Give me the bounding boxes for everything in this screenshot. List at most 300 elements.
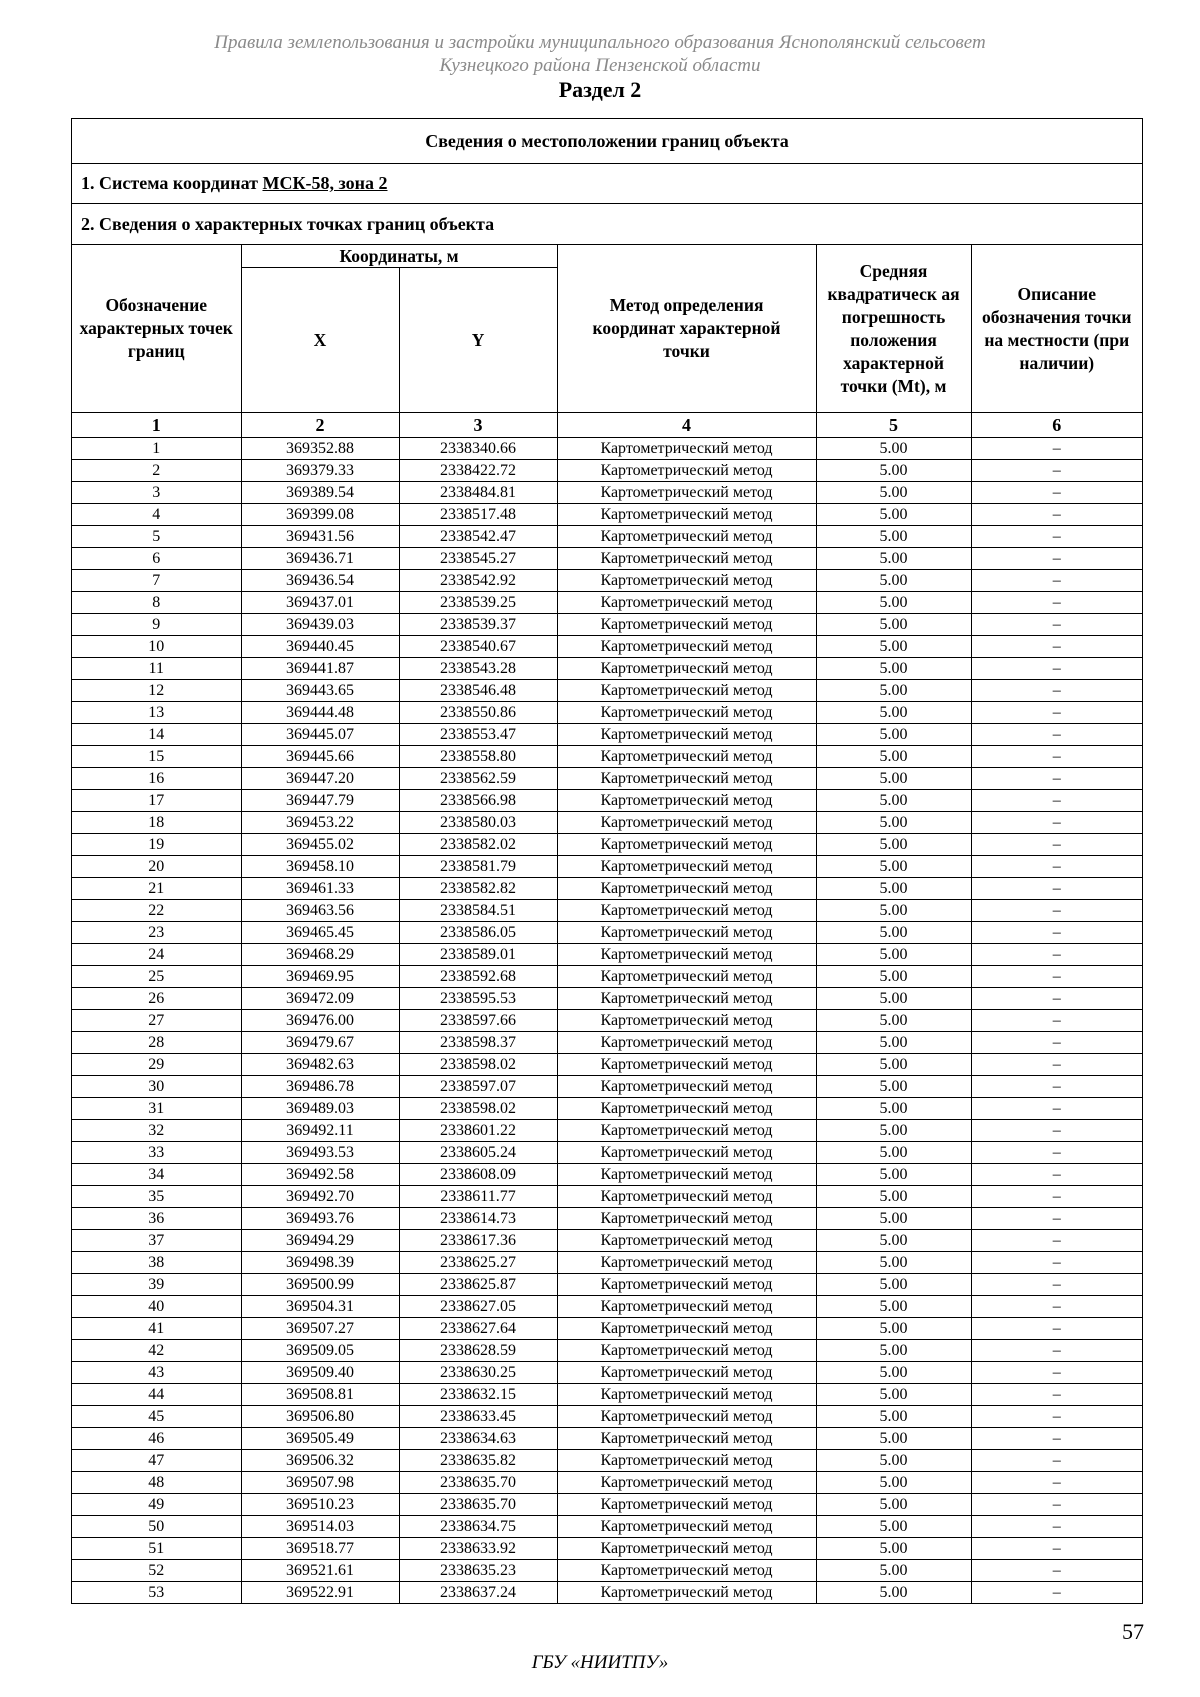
method-cell: Картометрический метод bbox=[557, 1054, 816, 1076]
method-cell: Картометрический метод bbox=[557, 1296, 816, 1318]
column-number: 1 bbox=[72, 413, 241, 438]
error-cell: 5.00 bbox=[816, 504, 971, 526]
method-cell: Картометрический метод bbox=[557, 526, 816, 548]
description-cell: – bbox=[971, 1274, 1142, 1296]
x-coordinate-cell: 369509.05 bbox=[241, 1340, 399, 1362]
y-coordinate-cell: 2338597.66 bbox=[399, 1010, 557, 1032]
point-id-cell: 43 bbox=[72, 1362, 241, 1384]
y-coordinate-cell: 2338580.03 bbox=[399, 812, 557, 834]
error-cell: 5.00 bbox=[816, 592, 971, 614]
table-row bbox=[72, 482, 1142, 504]
table-row bbox=[72, 1560, 1142, 1582]
x-coordinate-cell: 369493.76 bbox=[241, 1208, 399, 1230]
table-row bbox=[72, 878, 1142, 900]
description-cell: – bbox=[971, 1450, 1142, 1472]
table-row bbox=[72, 702, 1142, 724]
point-id-cell: 2 bbox=[72, 460, 241, 482]
point-id-cell: 31 bbox=[72, 1098, 241, 1120]
x-coordinate-cell: 369506.80 bbox=[241, 1406, 399, 1428]
point-id-cell: 12 bbox=[72, 680, 241, 702]
point-id-cell: 35 bbox=[72, 1186, 241, 1208]
description-cell: – bbox=[971, 1142, 1142, 1164]
x-coordinate-cell: 369494.29 bbox=[241, 1230, 399, 1252]
point-id-cell: 6 bbox=[72, 548, 241, 570]
error-cell: 5.00 bbox=[816, 944, 971, 966]
y-coordinate-cell: 2338614.73 bbox=[399, 1208, 557, 1230]
y-coordinate-cell: 2338553.47 bbox=[399, 724, 557, 746]
point-id-cell: 1 bbox=[72, 438, 241, 460]
method-cell: Картометрический метод bbox=[557, 1032, 816, 1054]
y-coordinate-cell: 2338582.82 bbox=[399, 878, 557, 900]
y-coordinate-cell: 2338340.66 bbox=[399, 438, 557, 460]
x-coordinate-cell: 369493.53 bbox=[241, 1142, 399, 1164]
y-coordinate-cell: 2338546.48 bbox=[399, 680, 557, 702]
description-cell: – bbox=[971, 1428, 1142, 1450]
error-cell: 5.00 bbox=[816, 834, 971, 856]
error-cell: 5.00 bbox=[816, 526, 971, 548]
description-cell: – bbox=[971, 944, 1142, 966]
error-cell: 5.00 bbox=[816, 680, 971, 702]
x-coordinate-cell: 369479.67 bbox=[241, 1032, 399, 1054]
header-y: Y bbox=[399, 268, 557, 413]
description-cell: – bbox=[971, 1560, 1142, 1582]
x-coordinate-cell: 369445.07 bbox=[241, 724, 399, 746]
description-cell: – bbox=[971, 1120, 1142, 1142]
description-cell: – bbox=[971, 1032, 1142, 1054]
method-cell: Картометрический метод bbox=[557, 460, 816, 482]
description-cell: – bbox=[971, 724, 1142, 746]
point-id-cell: 27 bbox=[72, 1010, 241, 1032]
y-coordinate-cell: 2338539.25 bbox=[399, 592, 557, 614]
table-row bbox=[72, 1252, 1142, 1274]
points-section-row bbox=[72, 204, 1142, 245]
x-coordinate-cell: 369476.00 bbox=[241, 1010, 399, 1032]
y-coordinate-cell: 2338630.25 bbox=[399, 1362, 557, 1384]
y-coordinate-cell: 2338542.92 bbox=[399, 570, 557, 592]
table-row bbox=[72, 988, 1142, 1010]
y-coordinate-cell: 2338628.59 bbox=[399, 1340, 557, 1362]
y-coordinate-cell: 2338566.98 bbox=[399, 790, 557, 812]
x-coordinate-cell: 369445.66 bbox=[241, 746, 399, 768]
description-cell: – bbox=[971, 1208, 1142, 1230]
header-description: Описание обозначения точки на местности (при наличии) bbox=[971, 245, 1142, 413]
error-cell: 5.00 bbox=[816, 1010, 971, 1032]
description-cell: – bbox=[971, 856, 1142, 878]
error-cell: 5.00 bbox=[816, 1296, 971, 1318]
description-cell: – bbox=[971, 834, 1142, 856]
y-coordinate-cell: 2338635.82 bbox=[399, 1450, 557, 1472]
header-error bbox=[816, 245, 971, 413]
description-cell: – bbox=[971, 1538, 1142, 1560]
description-cell: – bbox=[971, 592, 1142, 614]
error-cell: 5.00 bbox=[816, 1450, 971, 1472]
description-cell: – bbox=[971, 812, 1142, 834]
table-row bbox=[72, 570, 1142, 592]
point-id-cell: 17 bbox=[72, 790, 241, 812]
point-id-cell: 53 bbox=[72, 1582, 241, 1604]
method-cell: Картометрический метод bbox=[557, 900, 816, 922]
y-coordinate-cell: 2338605.24 bbox=[399, 1142, 557, 1164]
y-coordinate-cell: 2338550.86 bbox=[399, 702, 557, 724]
y-coordinate-cell: 2338558.80 bbox=[399, 746, 557, 768]
header-coordinates: Координаты, м bbox=[241, 245, 557, 268]
method-cell: Картометрический метод bbox=[557, 1274, 816, 1296]
table-row bbox=[72, 1318, 1142, 1340]
point-id-cell: 11 bbox=[72, 658, 241, 680]
method-cell: Картометрический метод bbox=[557, 1098, 816, 1120]
table-row bbox=[72, 1428, 1142, 1450]
y-coordinate-cell: 2338634.75 bbox=[399, 1516, 557, 1538]
y-coordinate-cell: 2338589.01 bbox=[399, 944, 557, 966]
description-cell: – bbox=[971, 1340, 1142, 1362]
x-coordinate-cell: 369389.54 bbox=[241, 482, 399, 504]
table-row bbox=[72, 636, 1142, 658]
table-row bbox=[72, 1494, 1142, 1516]
table-row bbox=[72, 1274, 1142, 1296]
description-cell: – bbox=[971, 1296, 1142, 1318]
point-id-cell: 48 bbox=[72, 1472, 241, 1494]
column-numbers-row bbox=[72, 413, 1142, 438]
error-cell: 5.00 bbox=[816, 460, 971, 482]
description-cell: – bbox=[971, 1406, 1142, 1428]
point-id-cell: 49 bbox=[72, 1494, 241, 1516]
x-coordinate-cell: 369379.33 bbox=[241, 460, 399, 482]
table-row bbox=[72, 768, 1142, 790]
x-coordinate-cell: 369500.99 bbox=[241, 1274, 399, 1296]
error-cell: 5.00 bbox=[816, 812, 971, 834]
method-cell: Картометрический метод bbox=[557, 702, 816, 724]
x-coordinate-cell: 369444.48 bbox=[241, 702, 399, 724]
error-cell: 5.00 bbox=[816, 966, 971, 988]
description-cell: – bbox=[971, 922, 1142, 944]
table-row bbox=[72, 1450, 1142, 1472]
header-row bbox=[72, 245, 1142, 268]
point-id-cell: 26 bbox=[72, 988, 241, 1010]
description-cell: – bbox=[971, 548, 1142, 570]
x-coordinate-cell: 369453.22 bbox=[241, 812, 399, 834]
method-cell: Картометрический метод bbox=[557, 680, 816, 702]
method-cell: Картометрический метод bbox=[557, 1142, 816, 1164]
table-row bbox=[72, 592, 1142, 614]
method-cell: Картометрический метод bbox=[557, 482, 816, 504]
y-coordinate-cell: 2338598.37 bbox=[399, 1032, 557, 1054]
point-id-cell: 32 bbox=[72, 1120, 241, 1142]
running-header-line2: Кузнецкого района Пензенской области bbox=[439, 55, 761, 76]
description-cell: – bbox=[971, 1054, 1142, 1076]
table-row bbox=[72, 1208, 1142, 1230]
y-coordinate-cell: 2338562.59 bbox=[399, 768, 557, 790]
method-cell: Картометрический метод bbox=[557, 790, 816, 812]
description-cell: – bbox=[971, 790, 1142, 812]
table-row bbox=[72, 746, 1142, 768]
method-cell: Картометрический метод bbox=[557, 570, 816, 592]
point-id-cell: 13 bbox=[72, 702, 241, 724]
table-row bbox=[72, 1076, 1142, 1098]
column-number: 5 bbox=[816, 413, 971, 438]
error-cell: 5.00 bbox=[816, 1494, 971, 1516]
x-coordinate-cell: 369443.65 bbox=[241, 680, 399, 702]
y-coordinate-cell: 2338633.45 bbox=[399, 1406, 557, 1428]
x-coordinate-cell: 369447.79 bbox=[241, 790, 399, 812]
y-coordinate-cell: 2338595.53 bbox=[399, 988, 557, 1010]
method-cell: Картометрический метод bbox=[557, 1340, 816, 1362]
table-row bbox=[72, 504, 1142, 526]
footer-organization: ГБУ «НИИТПУ» bbox=[531, 1652, 669, 1673]
description-cell: – bbox=[971, 702, 1142, 724]
point-id-cell: 23 bbox=[72, 922, 241, 944]
description-cell: – bbox=[971, 482, 1142, 504]
method-cell: Картометрический метод bbox=[557, 878, 816, 900]
error-cell: 5.00 bbox=[816, 768, 971, 790]
error-cell: 5.00 bbox=[816, 1032, 971, 1054]
x-coordinate-cell: 369498.39 bbox=[241, 1252, 399, 1274]
method-cell: Картометрический метод bbox=[557, 988, 816, 1010]
error-cell: 5.00 bbox=[816, 1406, 971, 1428]
point-id-cell: 22 bbox=[72, 900, 241, 922]
y-coordinate-cell: 2338597.07 bbox=[399, 1076, 557, 1098]
table-row bbox=[72, 1164, 1142, 1186]
points-section-label: 2. Сведения о характерных точках границ объекта bbox=[81, 213, 495, 234]
description-cell: – bbox=[971, 504, 1142, 526]
table-row bbox=[72, 944, 1142, 966]
method-cell: Картометрический метод bbox=[557, 1538, 816, 1560]
column-number: 2 bbox=[241, 413, 399, 438]
point-id-cell: 14 bbox=[72, 724, 241, 746]
point-id-cell: 51 bbox=[72, 1538, 241, 1560]
table-row bbox=[72, 856, 1142, 878]
error-cell: 5.00 bbox=[816, 1516, 971, 1538]
point-id-cell: 39 bbox=[72, 1274, 241, 1296]
error-cell: 5.00 bbox=[816, 614, 971, 636]
x-coordinate-cell: 369465.45 bbox=[241, 922, 399, 944]
x-coordinate-cell: 369437.01 bbox=[241, 592, 399, 614]
table-row bbox=[72, 1296, 1142, 1318]
table-row bbox=[72, 1054, 1142, 1076]
method-cell: Картометрический метод bbox=[557, 614, 816, 636]
description-cell: – bbox=[971, 1362, 1142, 1384]
x-coordinate-cell: 369461.33 bbox=[241, 878, 399, 900]
table-row bbox=[72, 790, 1142, 812]
method-cell: Картометрический метод bbox=[557, 1252, 816, 1274]
error-cell: 5.00 bbox=[816, 1098, 971, 1120]
point-id-cell: 19 bbox=[72, 834, 241, 856]
x-coordinate-cell: 369509.40 bbox=[241, 1362, 399, 1384]
description-cell: – bbox=[971, 658, 1142, 680]
error-cell: 5.00 bbox=[816, 1164, 971, 1186]
description-cell: – bbox=[971, 614, 1142, 636]
table-row bbox=[72, 1362, 1142, 1384]
y-coordinate-cell: 2338586.05 bbox=[399, 922, 557, 944]
error-cell: 5.00 bbox=[816, 1076, 971, 1098]
y-coordinate-cell: 2338484.81 bbox=[399, 482, 557, 504]
error-cell: 5.00 bbox=[816, 1054, 971, 1076]
point-id-cell: 10 bbox=[72, 636, 241, 658]
table-row bbox=[72, 658, 1142, 680]
description-cell: – bbox=[971, 1516, 1142, 1538]
header-point-designation: Обозначение характерных точек границ bbox=[72, 245, 241, 413]
description-cell: – bbox=[971, 878, 1142, 900]
y-coordinate-cell: 2338627.05 bbox=[399, 1296, 557, 1318]
table-row bbox=[72, 1582, 1142, 1604]
table-row bbox=[72, 966, 1142, 988]
x-coordinate-cell: 369431.56 bbox=[241, 526, 399, 548]
method-cell: Картометрический метод bbox=[557, 1120, 816, 1142]
point-id-cell: 15 bbox=[72, 746, 241, 768]
table-row bbox=[72, 1186, 1142, 1208]
y-coordinate-cell: 2338625.27 bbox=[399, 1252, 557, 1274]
error-cell: 5.00 bbox=[816, 922, 971, 944]
error-cell: 5.00 bbox=[816, 1362, 971, 1384]
table-row bbox=[72, 900, 1142, 922]
method-cell: Картометрический метод bbox=[557, 1208, 816, 1230]
method-cell: Картометрический метод bbox=[557, 944, 816, 966]
method-cell: Картометрический метод bbox=[557, 834, 816, 856]
error-cell: 5.00 bbox=[816, 1428, 971, 1450]
description-cell: – bbox=[971, 1098, 1142, 1120]
method-cell: Картометрический метод bbox=[557, 746, 816, 768]
y-coordinate-cell: 2338627.64 bbox=[399, 1318, 557, 1340]
y-coordinate-cell: 2338584.51 bbox=[399, 900, 557, 922]
x-coordinate-cell: 369507.27 bbox=[241, 1318, 399, 1340]
y-coordinate-cell: 2338581.79 bbox=[399, 856, 557, 878]
point-id-cell: 20 bbox=[72, 856, 241, 878]
table-row bbox=[72, 1098, 1142, 1120]
error-cell: 5.00 bbox=[816, 988, 971, 1010]
x-coordinate-cell: 369518.77 bbox=[241, 1538, 399, 1560]
x-coordinate-cell: 369447.20 bbox=[241, 768, 399, 790]
method-cell: Картометрический метод bbox=[557, 592, 816, 614]
x-coordinate-cell: 369439.03 bbox=[241, 614, 399, 636]
x-coordinate-cell: 369486.78 bbox=[241, 1076, 399, 1098]
point-id-cell: 18 bbox=[72, 812, 241, 834]
x-coordinate-cell: 369504.31 bbox=[241, 1296, 399, 1318]
table-title-text: Сведения о местоположении границ объекта bbox=[425, 130, 789, 151]
method-cell: Картометрический метод bbox=[557, 1560, 816, 1582]
y-coordinate-cell: 2338545.27 bbox=[399, 548, 557, 570]
point-id-cell: 3 bbox=[72, 482, 241, 504]
y-coordinate-cell: 2338517.48 bbox=[399, 504, 557, 526]
column-number: 6 bbox=[971, 413, 1142, 438]
table-row bbox=[72, 680, 1142, 702]
description-cell: – bbox=[971, 1472, 1142, 1494]
point-id-cell: 34 bbox=[72, 1164, 241, 1186]
point-id-cell: 47 bbox=[72, 1450, 241, 1472]
error-cell: 5.00 bbox=[816, 1340, 971, 1362]
boundary-info-table bbox=[71, 118, 1143, 1604]
y-coordinate-cell: 2338598.02 bbox=[399, 1054, 557, 1076]
method-cell: Картометрический метод bbox=[557, 548, 816, 570]
description-cell: – bbox=[971, 746, 1142, 768]
description-cell: – bbox=[971, 1318, 1142, 1340]
x-coordinate-cell: 369482.63 bbox=[241, 1054, 399, 1076]
description-cell: – bbox=[971, 1186, 1142, 1208]
error-cell: 5.00 bbox=[816, 1384, 971, 1406]
description-cell: – bbox=[971, 680, 1142, 702]
point-id-cell: 42 bbox=[72, 1340, 241, 1362]
point-id-cell: 37 bbox=[72, 1230, 241, 1252]
x-coordinate-cell: 369508.81 bbox=[241, 1384, 399, 1406]
point-id-cell: 46 bbox=[72, 1428, 241, 1450]
error-cell: 5.00 bbox=[816, 636, 971, 658]
y-coordinate-cell: 2338635.23 bbox=[399, 1560, 557, 1582]
x-coordinate-cell: 369507.98 bbox=[241, 1472, 399, 1494]
method-cell: Картометрический метод bbox=[557, 1076, 816, 1098]
error-cell: 5.00 bbox=[816, 746, 971, 768]
table-row bbox=[72, 460, 1142, 482]
y-coordinate-cell: 2338543.28 bbox=[399, 658, 557, 680]
method-cell: Картометрический метод bbox=[557, 1186, 816, 1208]
point-id-cell: 7 bbox=[72, 570, 241, 592]
x-coordinate-cell: 369505.49 bbox=[241, 1428, 399, 1450]
method-cell: Картометрический метод bbox=[557, 1494, 816, 1516]
description-cell: – bbox=[971, 438, 1142, 460]
x-coordinate-cell: 369458.10 bbox=[241, 856, 399, 878]
x-coordinate-cell: 369352.88 bbox=[241, 438, 399, 460]
table-row bbox=[72, 1032, 1142, 1054]
y-coordinate-cell: 2338625.87 bbox=[399, 1274, 557, 1296]
error-cell: 5.00 bbox=[816, 1208, 971, 1230]
x-coordinate-cell: 369468.29 bbox=[241, 944, 399, 966]
x-coordinate-cell: 369506.32 bbox=[241, 1450, 399, 1472]
method-cell: Картометрический метод bbox=[557, 504, 816, 526]
point-id-cell: 29 bbox=[72, 1054, 241, 1076]
table-row bbox=[72, 526, 1142, 548]
description-cell: – bbox=[971, 900, 1142, 922]
point-id-cell: 25 bbox=[72, 966, 241, 988]
table-row bbox=[72, 438, 1142, 460]
table-row bbox=[72, 834, 1142, 856]
table-row bbox=[72, 1142, 1142, 1164]
error-cell: 5.00 bbox=[816, 790, 971, 812]
x-coordinate-cell: 369472.09 bbox=[241, 988, 399, 1010]
description-cell: – bbox=[971, 570, 1142, 592]
error-cell: 5.00 bbox=[816, 1318, 971, 1340]
description-cell: – bbox=[971, 1230, 1142, 1252]
x-coordinate-cell: 369441.87 bbox=[241, 658, 399, 680]
table-row bbox=[72, 1230, 1142, 1252]
method-cell: Картометрический метод bbox=[557, 724, 816, 746]
method-cell: Картометрический метод bbox=[557, 1582, 816, 1604]
error-cell: 5.00 bbox=[816, 878, 971, 900]
error-cell: 5.00 bbox=[816, 1538, 971, 1560]
table-row bbox=[72, 1406, 1142, 1428]
error-cell: 5.00 bbox=[816, 1472, 971, 1494]
error-cell: 5.00 bbox=[816, 1230, 971, 1252]
method-cell: Картометрический метод bbox=[557, 1230, 816, 1252]
y-coordinate-cell: 2338637.24 bbox=[399, 1582, 557, 1604]
method-cell: Картометрический метод bbox=[557, 658, 816, 680]
table-row bbox=[72, 614, 1142, 636]
point-id-cell: 16 bbox=[72, 768, 241, 790]
coordinate-system-label: 1. Система координат bbox=[81, 173, 263, 193]
y-coordinate-cell: 2338601.22 bbox=[399, 1120, 557, 1142]
running-header-line1: Правила землепользования и застройки муниципального образования Яснополянский сельсовет bbox=[214, 32, 986, 53]
x-coordinate-cell: 369492.11 bbox=[241, 1120, 399, 1142]
y-coordinate-cell: 2338582.02 bbox=[399, 834, 557, 856]
table-row bbox=[72, 1010, 1142, 1032]
coordinate-system-value: МСК-58, зона 2 bbox=[262, 173, 388, 193]
description-cell: – bbox=[971, 966, 1142, 988]
description-cell: – bbox=[971, 1076, 1142, 1098]
error-cell: 5.00 bbox=[816, 438, 971, 460]
y-coordinate-cell: 2338608.09 bbox=[399, 1164, 557, 1186]
y-coordinate-cell: 2338632.15 bbox=[399, 1384, 557, 1406]
method-cell: Картометрический метод bbox=[557, 1010, 816, 1032]
error-cell: 5.00 bbox=[816, 1186, 971, 1208]
header-error-text: Средняя квадратическ ая погрешность положения характерной точки (Mt), м bbox=[827, 260, 960, 396]
error-cell: 5.00 bbox=[816, 1252, 971, 1274]
x-coordinate-cell: 369521.61 bbox=[241, 1560, 399, 1582]
